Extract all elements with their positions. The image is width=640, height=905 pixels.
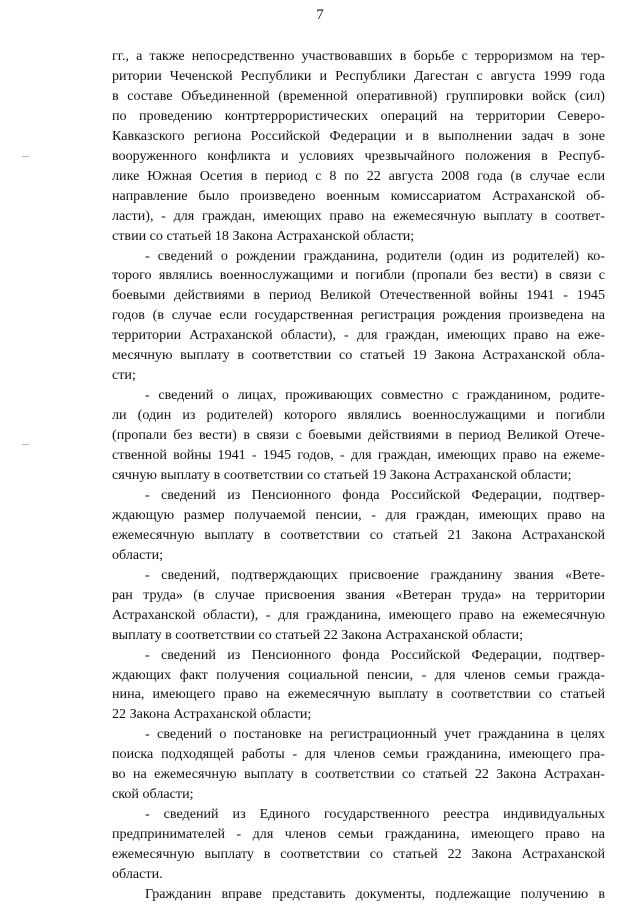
text-line: ласти), - для граждан, имеющих право на ежемесячную выплату в соответ- bbox=[112, 208, 605, 224]
text-line: ждающих факт получения социальной пенсии, - для членов семьи гражда- bbox=[112, 667, 605, 683]
text-line: (пропали без вести) в связи с боевыми действиями в период Великой Отече- bbox=[112, 427, 605, 443]
text-line: сти; bbox=[112, 367, 136, 383]
text-line: ствии со статьей 18 Закона Астраханской области; bbox=[112, 228, 415, 244]
text-line: Кавказского региона Российской Федерации и в выполнении задач в зоне bbox=[112, 128, 605, 144]
text-line: - сведений из Пенсионного фонда Российской Федерации, подтвер- bbox=[145, 647, 605, 663]
text-line: гг., а также непосредственно участвовавших в борьбе с терроризмом на тер- bbox=[112, 48, 605, 64]
text-line: - сведений о рождении гражданина, родители (один из родителей) ко- bbox=[145, 248, 605, 264]
text-line: по проведению контртеррористических операций на территории Северо- bbox=[112, 108, 605, 124]
text-line: поиска подходящей работы - для членов семьи гражданина, имеющего пра- bbox=[112, 746, 605, 762]
margin-mark bbox=[22, 156, 29, 157]
text-line: во на ежемесячную выплату в соответствии со статьей 22 Закона Астрахан- bbox=[112, 766, 605, 782]
text-line: месячную выплату в соответствии со статьей 19 Закона Астраханской обла- bbox=[112, 347, 605, 363]
text-line: ран труда» (в случае присвоения звания «Ветеран труда» на территории bbox=[112, 587, 605, 603]
text-line: 22 Закона Астраханской области; bbox=[112, 706, 312, 722]
text-line: в составе Объединенной (временной оперативной) группировки войск (сил) bbox=[112, 88, 605, 104]
text-line: территории Астраханской области), - для граждан, имеющих право на ежe- bbox=[112, 327, 605, 343]
text-line: направление было произведено военным комиссариатом Астраханской об- bbox=[112, 188, 605, 204]
text-line: вооруженного конфликта и условиях чрезвычайного положения в Респуб- bbox=[112, 148, 605, 164]
text-line: - сведений о лицах, проживающих совместно с гражданином, родите- bbox=[145, 387, 605, 403]
text-line: области. bbox=[112, 866, 163, 882]
text-line: - сведений, подтверждающих присвоение гражданину звания «Вете- bbox=[145, 567, 605, 583]
text-line: ежемесячную выплату в соответствии со статьей 21 Закона Астраханской bbox=[112, 527, 605, 543]
text-line: ежемесячную выплату в соответствии со статьей 22 Закона Астраханской bbox=[112, 846, 605, 862]
text-line: выплату в соответствии со статьей 22 Закона Астраханской области; bbox=[112, 627, 524, 643]
text-line: Гражданин вправе представить документы, подлежащие получению в bbox=[145, 886, 605, 902]
text-line: Астраханской области), - для гражданина, имеющего право на ежемесячную bbox=[112, 607, 605, 623]
text-line: нина, имеющего право на ежемесячную выплату в соответствии со статьей bbox=[112, 686, 605, 702]
text-line: предпринимателей - для членов семьи гражданина, имеющего право на bbox=[112, 826, 605, 842]
text-line: области; bbox=[112, 547, 164, 563]
text-line: сячную выплату в соответствии со статьей 19 Закона Астраханской области; bbox=[112, 467, 572, 483]
margin-mark bbox=[22, 444, 29, 445]
text-line: ской области; bbox=[112, 786, 194, 802]
text-line: лике Южная Осетия в период с 8 по 22 августа 2008 года (в случае если bbox=[112, 168, 605, 184]
text-line: - сведений из Пенсионного фонда Российской Федерации, подтвер- bbox=[145, 487, 605, 503]
text-line: - сведений о постановке на регистрационный учет гражданина в целях bbox=[145, 726, 605, 742]
text-line: годов (в случае если государственная регистрация рождения произведена на bbox=[112, 307, 605, 323]
text-line: ритории Чеченской Республики и Республики Дагестан с августа 1999 года bbox=[112, 68, 605, 84]
text-line: ли (один из родителей) которого являлись военнослужащими и погибли bbox=[112, 407, 605, 423]
page-number: 7 bbox=[316, 7, 324, 23]
text-line: боевыми действиями в период Великой Отечественной войны 1941 - 1945 bbox=[112, 287, 605, 303]
text-line: - сведений из Единого государственного реестра индивидуальных bbox=[145, 806, 605, 822]
text-line: ждающую размер получаемой пенсии, - для граждан, имеющих право на bbox=[112, 507, 605, 523]
text-line: торого являлись военнослужащими и погибли (пропали без вести) в связи с bbox=[112, 267, 605, 283]
text-line: ственной войны 1941 - 1945 годов, - для граждан, имеющих право на ежеме- bbox=[112, 447, 605, 463]
